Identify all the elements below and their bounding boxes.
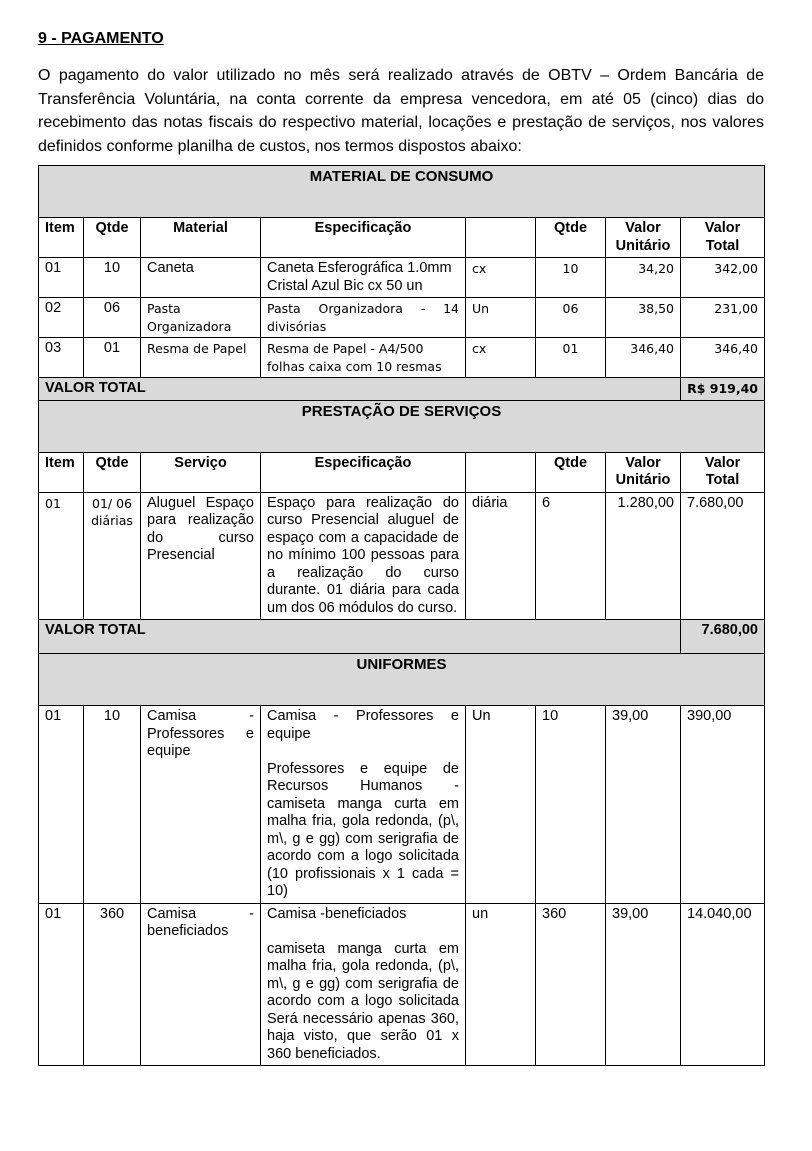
material-total-label: VALOR TOTAL [39, 378, 681, 401]
cell-qtde: 06 [84, 298, 141, 338]
cell-unit: cx [466, 338, 536, 378]
cell-unit-price: 1.280,00 [606, 492, 681, 620]
cell-unit: diária [466, 492, 536, 620]
cell-item: 03 [39, 338, 84, 378]
cell-item: 01 [39, 706, 84, 904]
col-valor-total: Valor Total [681, 452, 765, 492]
uniforms-section-header [39, 654, 765, 706]
cell-total: 7.680,00 [681, 492, 765, 620]
services-total-row [39, 620, 765, 654]
col-qtde: Qtde [84, 452, 141, 492]
col-qtde-2: Qtde [536, 452, 606, 492]
cell-qty: 10 [536, 258, 606, 298]
spec-title: Camisa -beneficiados [267, 905, 407, 922]
material-total-row [39, 378, 765, 401]
uniforms-section-title: UNIFORMES [39, 654, 765, 706]
cell-unit: Un [466, 706, 536, 904]
cell-material: Pasta Organizadora [141, 298, 261, 338]
cell-total: 231,00 [681, 298, 765, 338]
cell-unit: Un [466, 298, 536, 338]
material-section-title: MATERIAL DE CONSUMO [39, 166, 765, 218]
table-row [39, 903, 765, 1066]
cell-spec [261, 903, 466, 1066]
cell-qtde: 01 [84, 338, 141, 378]
cell-name: Camisa - beneficiados [141, 903, 261, 1066]
table-row [39, 706, 765, 904]
cell-spec: Espaço para realização do curso Presencial aluguel de espaço com a capacidade de no mínimo 100 pessoas para a realização do curso durante. 01 diária para cada um dos 06 módulos do curso. [261, 492, 466, 620]
cell-material: Resma de Papel [141, 338, 261, 378]
cell-qtde: 10 [84, 706, 141, 904]
table-row [39, 492, 765, 620]
material-total-value: R$ 919,40 [681, 378, 765, 401]
col-valor-unitario: Valor Unitário [606, 218, 681, 258]
cell-unit: un [466, 903, 536, 1066]
cell-material: Caneta [141, 258, 261, 298]
cell-qty: 01 [536, 338, 606, 378]
cell-spec: Pasta Organizadora - 14 divisórias [261, 298, 466, 338]
cell-qtde: 01/ 06 diárias [84, 492, 141, 620]
cell-total: 14.040,00 [681, 903, 765, 1066]
col-especificacao: Especificação [261, 452, 466, 492]
cell-spec: Resma de Papel - A4/500 folhas caixa com 10 resmas [261, 338, 466, 378]
cell-qty: 360 [536, 903, 606, 1066]
cell-item: 01 [39, 492, 84, 620]
cell-servico: Aluguel Espaço para realização do curso Presencial [141, 492, 261, 620]
cost-table [38, 165, 765, 1066]
col-servico: Serviço [141, 452, 261, 492]
col-item: Item [39, 218, 84, 258]
cell-total: 342,00 [681, 258, 765, 298]
services-total-label: VALOR TOTAL [39, 620, 681, 654]
cell-unit-price: 38,50 [606, 298, 681, 338]
col-unit [466, 218, 536, 258]
material-section-header [39, 166, 765, 218]
cell-total: 346,40 [681, 338, 765, 378]
cell-unit-price: 346,40 [606, 338, 681, 378]
cell-unit-price: 39,00 [606, 903, 681, 1066]
col-qtde: Qtde [84, 218, 141, 258]
material-column-headers [39, 218, 765, 258]
cell-qty: 10 [536, 706, 606, 904]
cell-item: 02 [39, 298, 84, 338]
cell-qty: 6 [536, 492, 606, 620]
col-valor-total: Valor Total [681, 218, 765, 258]
services-column-headers [39, 452, 765, 492]
col-material: Material [141, 218, 261, 258]
services-section-header [39, 400, 765, 452]
section-heading: 9 - PAGAMENTO [38, 30, 164, 47]
cell-spec [261, 706, 466, 904]
cell-qtde: 360 [84, 903, 141, 1066]
cell-spec: Caneta Esferográfica 1.0mm Cristal Azul Bic cx 50 un [261, 258, 466, 298]
table-row [39, 338, 765, 378]
col-unit [466, 452, 536, 492]
table-row [39, 258, 765, 298]
cell-unit-price: 34,20 [606, 258, 681, 298]
col-item: Item [39, 452, 84, 492]
intro-paragraph: O pagamento do valor utilizado no mês será realizado através de OBTV – Ordem Bancária de Transferência Voluntária, na conta corrente da empresa vencedora, em até 05 (cinco) dias do recebimento das notas fiscais do respectivo material, locações e prestação de serviços, nos valores definidos conforme planilha de custos, nos termos dispostos abaixo: [38, 67, 764, 155]
cell-qty: 06 [536, 298, 606, 338]
spec-title: Camisa - Professores e equipe [267, 708, 459, 742]
spec-description: camiseta manga curta em malha fria, gola redonda, (p\, m\, g e gg) com serigrafia de acordo com a logo solicitada Será necessário apenas 360, haja visto, que serão 01 x 360 beneficiados. [267, 940, 459, 1062]
cell-name: Camisa - Professores e equipe [141, 706, 261, 904]
cell-item: 01 [39, 258, 84, 298]
col-valor-unitario: Valor Unitário [606, 452, 681, 492]
spec-description: Professores e equipe de Recursos Humanos - camiseta manga curta em malha fria, gola redonda, (p\, m\, g e gg) com serigrafia de acordo com a logo solicitada (10 profissionais x 1 cada = 10) [267, 760, 459, 899]
col-qtde-2: Qtde [536, 218, 606, 258]
table-row [39, 298, 765, 338]
cell-unit: cx [466, 258, 536, 298]
cell-unit-price: 39,00 [606, 706, 681, 904]
cell-total: 390,00 [681, 706, 765, 904]
cell-item: 01 [39, 903, 84, 1066]
services-total-value: 7.680,00 [681, 620, 765, 654]
services-section-title: PRESTAÇÃO DE SERVIÇOS [39, 400, 765, 452]
col-especificacao: Especificação [261, 218, 466, 258]
cell-qtde: 10 [84, 258, 141, 298]
